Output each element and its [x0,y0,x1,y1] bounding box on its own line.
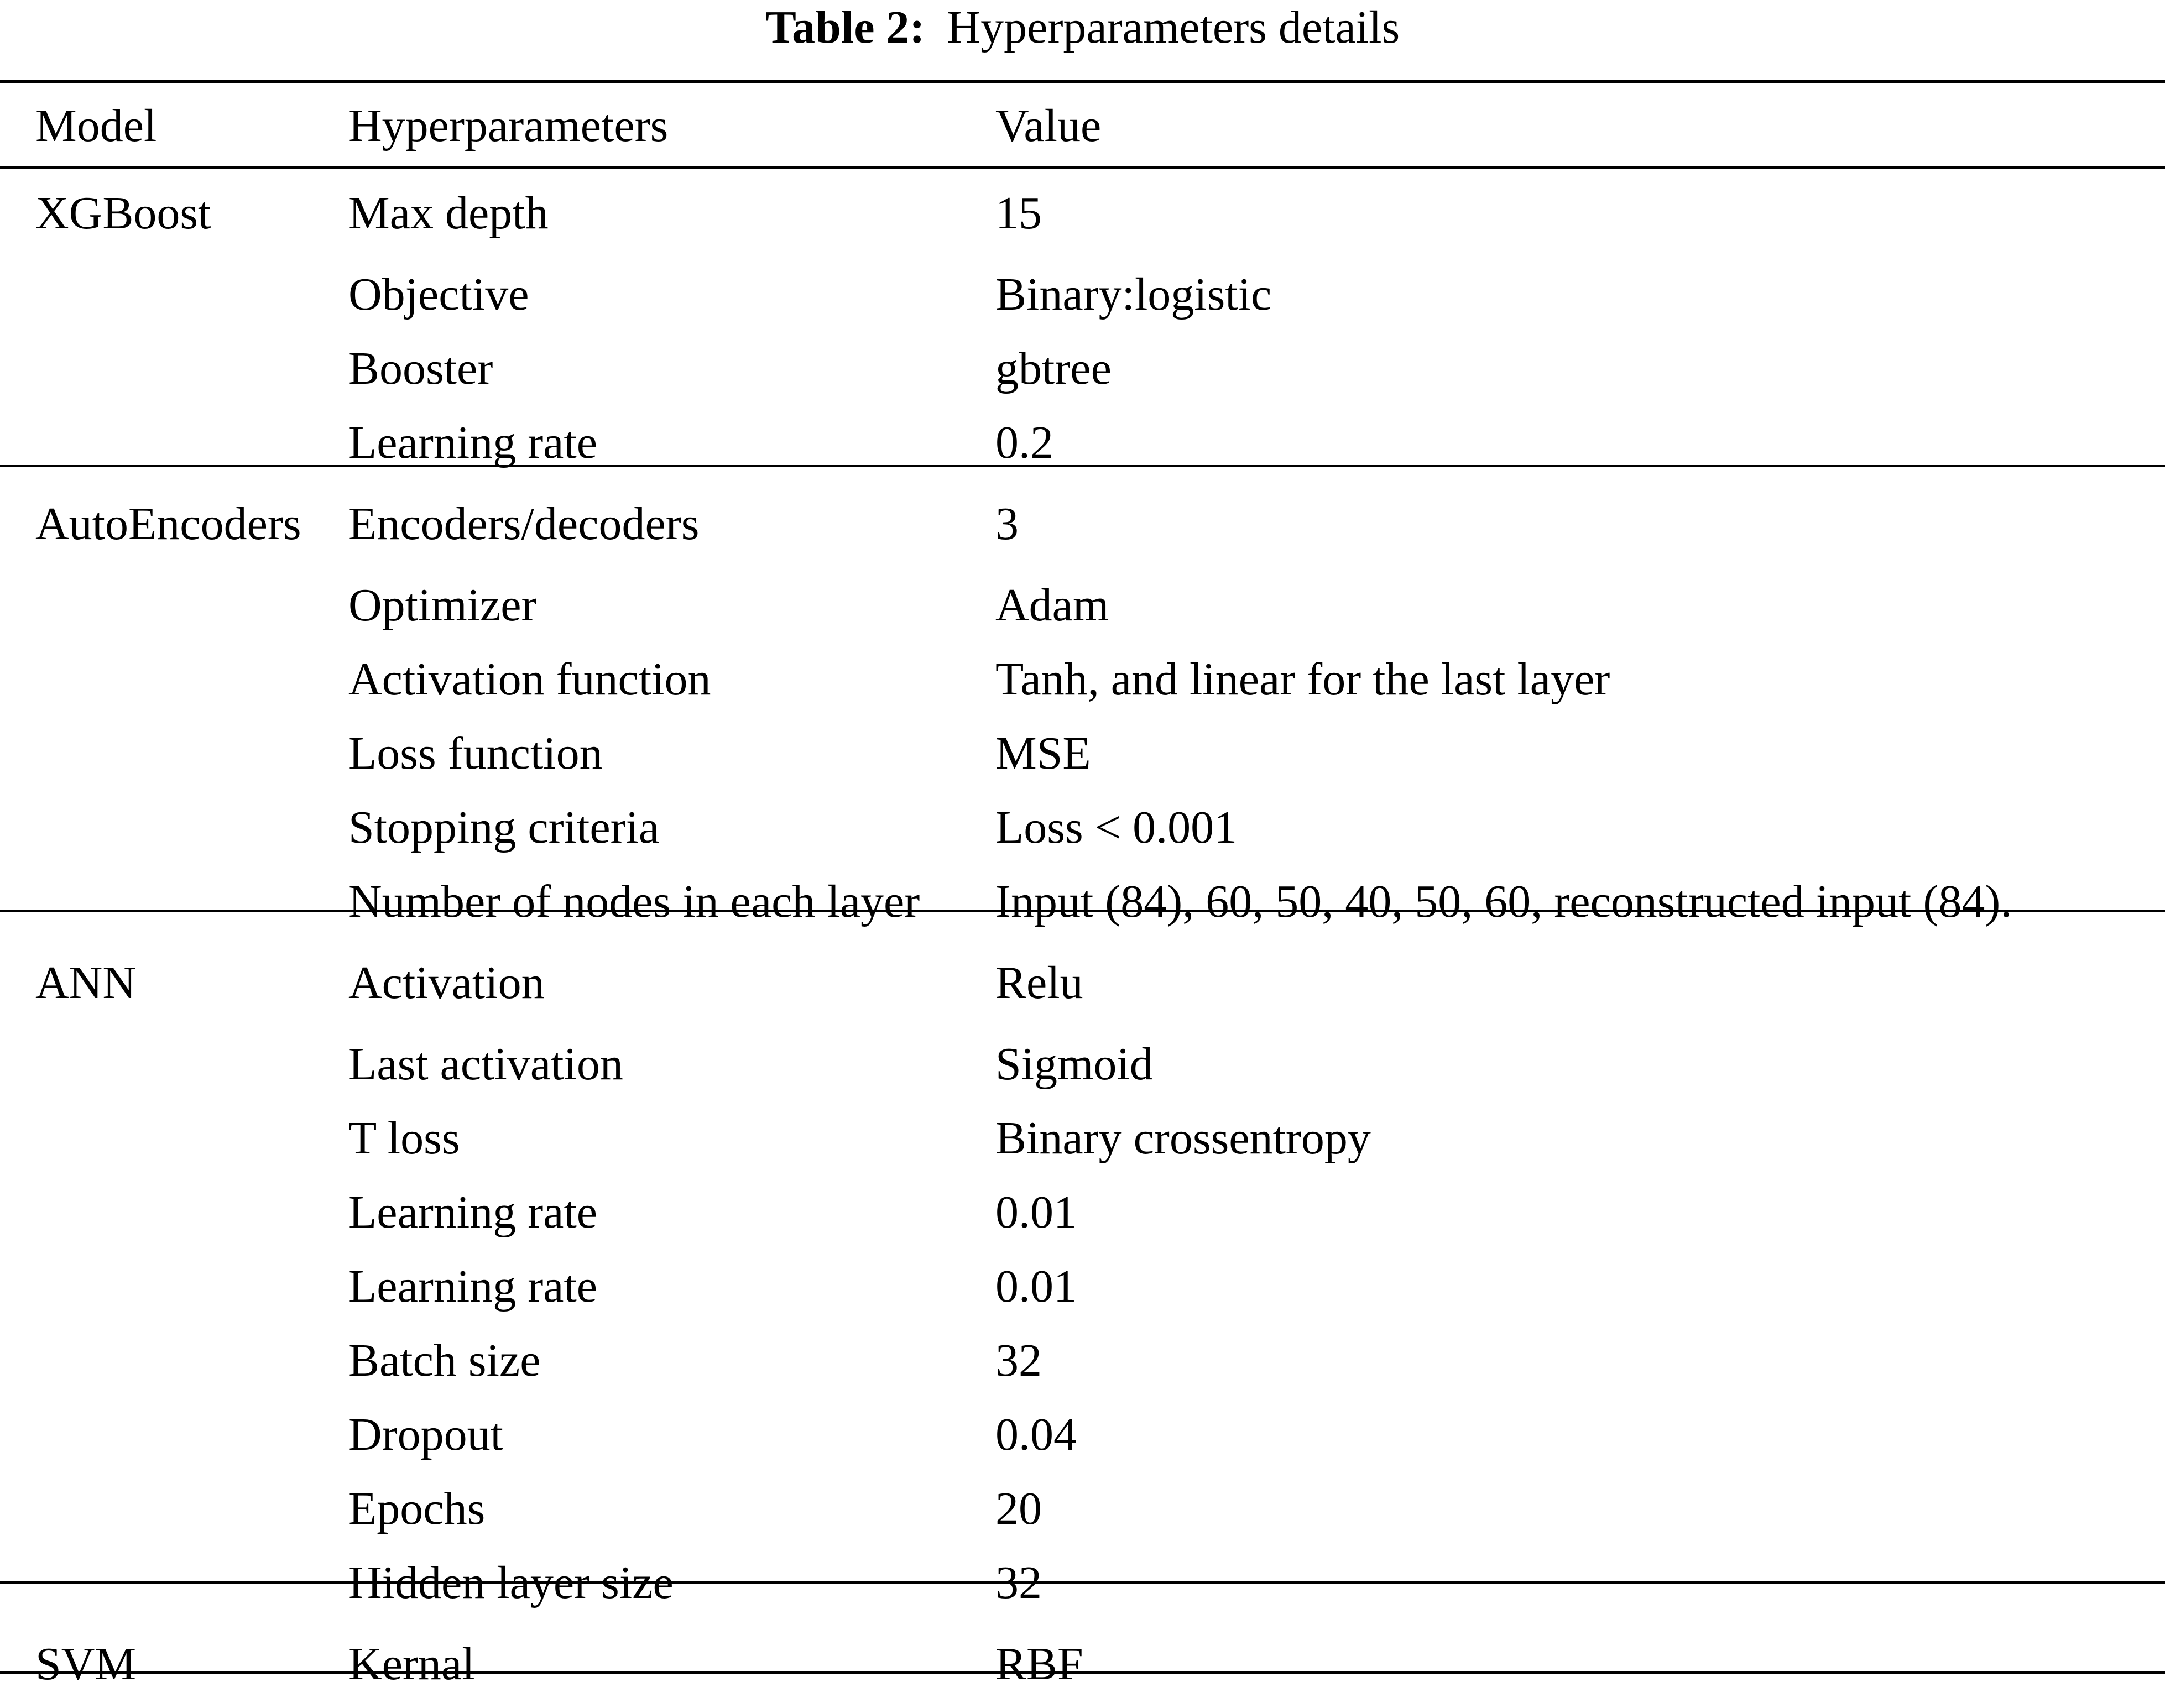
table-row [0,1101,2165,1175]
hyperparameter-cell: Booster [348,342,493,394]
hyperparameter-cell: Activation [348,957,545,1009]
model-cell: XGBoost [35,187,211,239]
value-cell: 32 [995,1556,1042,1608]
model-cell: SVM [35,1638,137,1690]
hyperparameter-cell: Number of nodes in each layer [348,875,920,927]
hyperparameter-cell: Encoders/decoders [348,498,700,550]
value-cell: 32 [995,1334,1042,1386]
table-row [0,405,2165,479]
table-row [0,1027,2165,1101]
table-caption-text: Hyperparameters details [947,2,1400,53]
model-cell: AutoEncoders [35,498,301,550]
table-row [0,1397,2165,1471]
hyperparameter-cell: Activation function [348,653,711,705]
table-row [0,169,2165,257]
table-row [0,331,2165,405]
value-cell: Input (84), 60, 50, 40, 50, 60, reconstructed input (84). [995,875,2012,927]
value-cell: Tanh, and linear for the last layer [995,653,1610,705]
table-row [0,568,2165,642]
hyperparameter-cell: Dropout [348,1408,503,1460]
table-row [0,1471,2165,1545]
table-row [0,1249,2165,1323]
hyperparameter-cell: Epochs [348,1482,486,1534]
value-cell: RBF [995,1638,1083,1690]
value-cell: gbtree [995,342,1112,394]
table-row [0,938,2165,1027]
model-cell: ANN [35,957,136,1009]
value-cell: Sigmoid [995,1038,1153,1090]
hyperparameter-cell: Last activation [348,1038,623,1090]
hyperparameter-cell: Learning rate [348,1260,598,1312]
table-body [0,169,2165,1708]
hyperparameter-cell: Batch size [348,1334,541,1386]
hyperparameter-cell: Max depth [348,187,549,239]
value-cell: Relu [995,957,1083,1009]
hyperparameter-cell: Learning rate [348,1186,598,1238]
hyperparameter-cell: Learning rate [348,416,598,468]
hyperparameter-cell: Objective [348,268,529,320]
value-cell: 0.2 [995,416,1053,468]
hyperparameter-cell: Hidden layer size [348,1556,674,1608]
value-cell: MSE [995,727,1091,779]
table-row [0,479,2165,568]
table-header [0,83,2165,169]
value-cell: 20 [995,1482,1042,1534]
hyperparameter-cell: Optimizer [348,579,537,631]
hyperparameter-cell: Kernal [348,1638,475,1690]
header-model: Model [35,100,157,152]
value-cell: 0.01 [995,1186,1077,1238]
hyperparameter-cell: T loss [348,1112,460,1164]
header-hyperparameters: Hyperparameters [348,100,669,152]
value-cell: 15 [995,187,1042,239]
header-row [0,83,2165,169]
hyperparameter-cell: Loss function [348,727,603,779]
table-row [0,1175,2165,1249]
table-row [0,1545,2165,1620]
hyperparameters-table [0,83,2165,1708]
value-cell: Loss < 0.001 [995,801,1238,853]
table-row [0,1323,2165,1397]
value-cell: 0.04 [995,1408,1077,1460]
value-cell: Binary:logistic [995,268,1272,320]
table-row [0,790,2165,864]
value-cell: Binary crossentropy [995,1112,1371,1164]
table-caption-label: Table 2: [765,2,925,53]
table-row [0,1620,2165,1708]
value-cell: 3 [995,498,1019,550]
table-caption [0,0,2165,55]
table-row [0,864,2165,938]
hyperparameter-cell: Stopping criteria [348,801,660,853]
header-value: Value [995,100,1102,152]
value-cell: 0.01 [995,1260,1077,1312]
value-cell: Adam [995,579,1109,631]
table-row [0,716,2165,790]
table-row [0,642,2165,716]
table-row [0,257,2165,331]
